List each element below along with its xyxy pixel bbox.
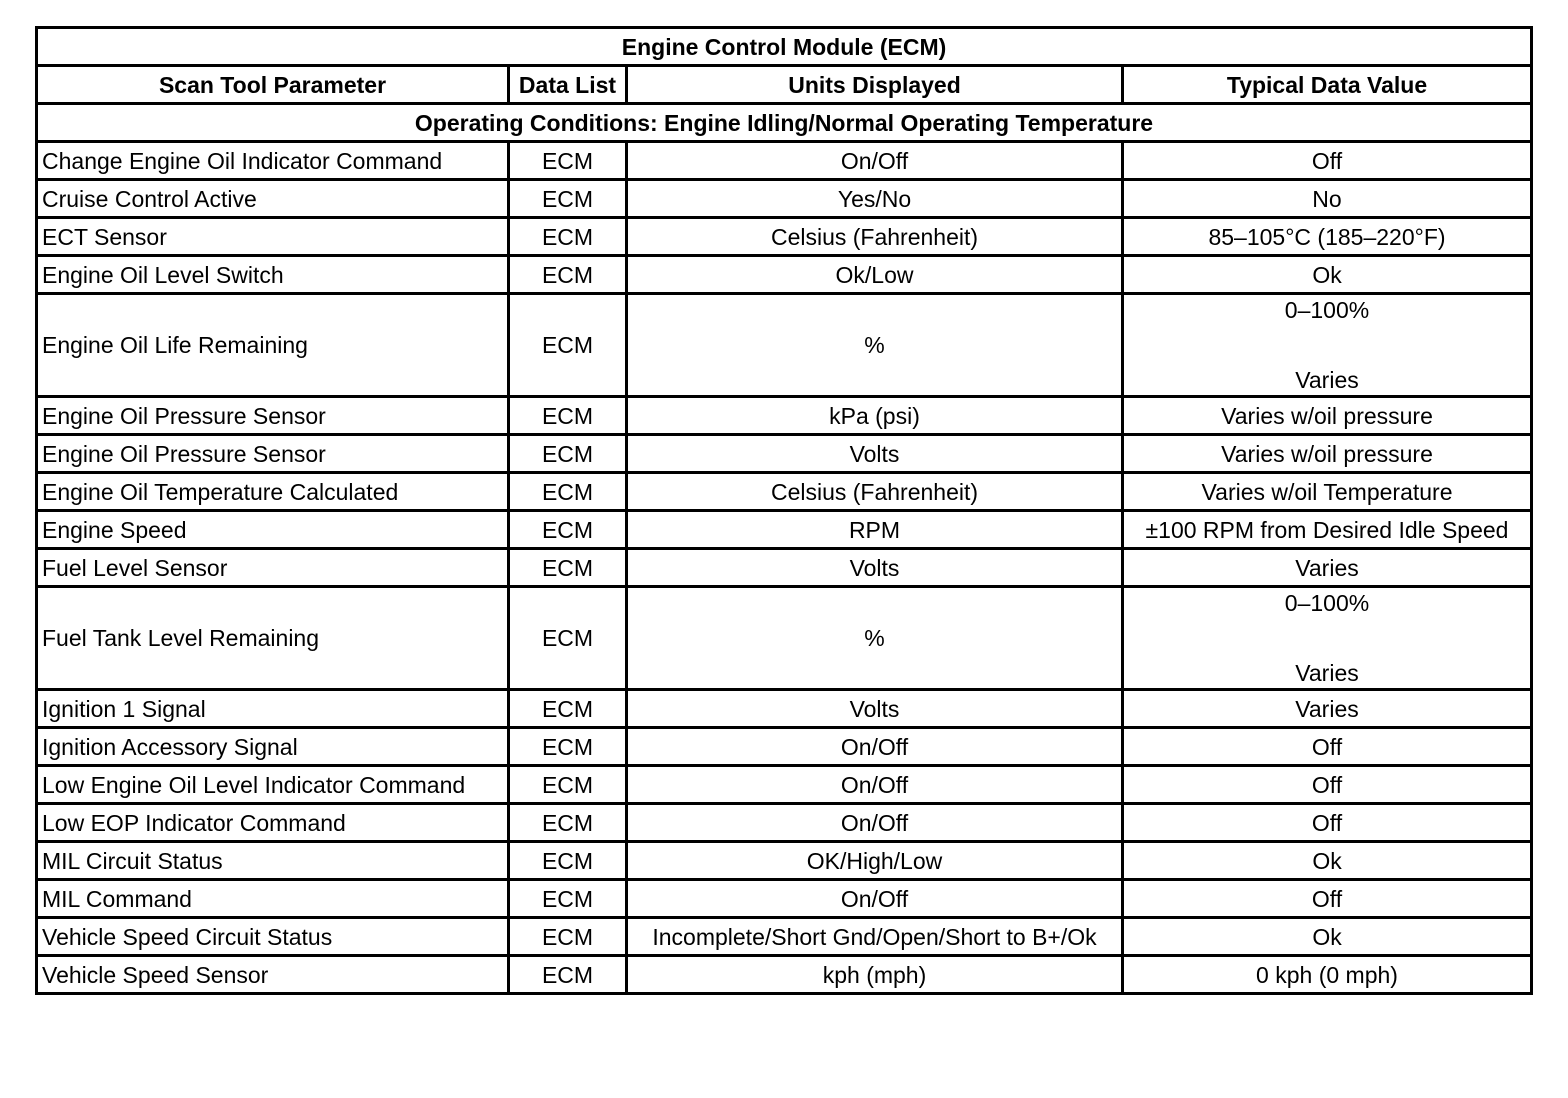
table-row [37, 397, 1532, 435]
typical-value-cell: 85–105°C (185–220°F) [1123, 218, 1532, 256]
typical-value-cell: No [1123, 180, 1532, 218]
units-cell: On/Off [627, 880, 1123, 918]
header-data-list: Data List [509, 66, 627, 104]
parameter-cell: Engine Oil Pressure Sensor [37, 435, 509, 473]
data-list-cell: ECM [509, 880, 627, 918]
units-cell: Volts [627, 690, 1123, 728]
units-cell: RPM [627, 511, 1123, 549]
typical-value-cell: ±100 RPM from Desired Idle Speed [1123, 511, 1532, 549]
table-row [37, 804, 1532, 842]
data-list-cell: ECM [509, 587, 627, 690]
units-cell: OK/High/Low [627, 842, 1123, 880]
units-cell: % [627, 587, 1123, 690]
parameter-cell: Fuel Tank Level Remaining [37, 587, 509, 690]
typical-value-cell: Varies w/oil pressure [1123, 435, 1532, 473]
data-list-cell: ECM [509, 294, 627, 397]
table-row [37, 549, 1532, 587]
typical-value-cell: Ok [1123, 918, 1532, 956]
table-row [37, 880, 1532, 918]
table-row [37, 587, 1532, 690]
typical-value-cell: Varies [1123, 690, 1532, 728]
typical-value-cell: Off [1123, 142, 1532, 180]
parameter-cell: Vehicle Speed Sensor [37, 956, 509, 994]
table-row [37, 180, 1532, 218]
typical-value-cell [1123, 294, 1532, 397]
parameter-cell: Low EOP Indicator Command [37, 804, 509, 842]
typical-value-cell: Ok [1123, 256, 1532, 294]
data-list-cell: ECM [509, 690, 627, 728]
typical-value-cell: Off [1123, 766, 1532, 804]
table-row [37, 956, 1532, 994]
table-row [37, 473, 1532, 511]
units-cell: kph (mph) [627, 956, 1123, 994]
parameter-cell: Fuel Level Sensor [37, 549, 509, 587]
parameter-cell: Engine Oil Temperature Calculated [37, 473, 509, 511]
units-cell: On/Off [627, 142, 1123, 180]
units-cell: Incomplete/Short Gnd/Open/Short to B+/Ok [627, 918, 1123, 956]
parameter-cell: Cruise Control Active [37, 180, 509, 218]
typical-value-cell: Ok [1123, 842, 1532, 880]
condition-row [37, 104, 1532, 142]
table-row [37, 766, 1532, 804]
parameter-cell: Engine Oil Life Remaining [37, 294, 509, 397]
units-cell: Volts [627, 549, 1123, 587]
data-list-cell: ECM [509, 918, 627, 956]
units-cell: % [627, 294, 1123, 397]
table-row [37, 728, 1532, 766]
units-cell: On/Off [627, 804, 1123, 842]
title-row [37, 28, 1532, 66]
units-cell: Volts [627, 435, 1123, 473]
units-cell: kPa (psi) [627, 397, 1123, 435]
data-list-cell: ECM [509, 397, 627, 435]
typical-value-range: 0–100% [1284, 297, 1370, 323]
typical-value-cell: Varies [1123, 549, 1532, 587]
typical-value-cell [1123, 587, 1532, 690]
header-row [37, 66, 1532, 104]
parameter-cell: Engine Oil Pressure Sensor [37, 397, 509, 435]
table-row [37, 511, 1532, 549]
header-typical-value: Typical Data Value [1123, 66, 1532, 104]
table-row [37, 142, 1532, 180]
table-row [37, 435, 1532, 473]
typical-value-cell: Varies w/oil Temperature [1123, 473, 1532, 511]
data-list-cell: ECM [509, 256, 627, 294]
table-body [37, 142, 1532, 994]
ecm-data-table [35, 26, 1533, 995]
data-list-cell: ECM [509, 842, 627, 880]
typical-value-cell: Varies w/oil pressure [1123, 397, 1532, 435]
table-row [37, 294, 1532, 397]
parameter-cell: Engine Speed [37, 511, 509, 549]
typical-value-note: Varies [1295, 660, 1359, 686]
data-list-cell: ECM [509, 804, 627, 842]
data-list-cell: ECM [509, 218, 627, 256]
units-cell: Ok/Low [627, 256, 1123, 294]
typical-value-range: 0–100% [1284, 590, 1370, 616]
data-list-cell: ECM [509, 956, 627, 994]
typical-value-cell: Off [1123, 728, 1532, 766]
parameter-cell: Engine Oil Level Switch [37, 256, 509, 294]
units-cell: Yes/No [627, 180, 1123, 218]
units-cell: On/Off [627, 728, 1123, 766]
table-row [37, 842, 1532, 880]
header-units: Units Displayed [627, 66, 1123, 104]
table-row [37, 918, 1532, 956]
data-list-cell: ECM [509, 473, 627, 511]
table-title: Engine Control Module (ECM) [37, 28, 1532, 66]
parameter-cell: Low Engine Oil Level Indicator Command [37, 766, 509, 804]
parameter-cell: Change Engine Oil Indicator Command [37, 142, 509, 180]
data-list-cell: ECM [509, 549, 627, 587]
table-row [37, 218, 1532, 256]
parameter-cell: Ignition Accessory Signal [37, 728, 509, 766]
parameter-cell: Vehicle Speed Circuit Status [37, 918, 509, 956]
data-list-cell: ECM [509, 728, 627, 766]
units-cell: Celsius (Fahrenheit) [627, 473, 1123, 511]
units-cell: On/Off [627, 766, 1123, 804]
typical-value-note: Varies [1295, 367, 1359, 393]
header-parameter: Scan Tool Parameter [37, 66, 509, 104]
parameter-cell: MIL Circuit Status [37, 842, 509, 880]
data-list-cell: ECM [509, 142, 627, 180]
operating-conditions: Operating Conditions: Engine Idling/Normal Operating Temperature [37, 104, 1532, 142]
table-row [37, 690, 1532, 728]
data-list-cell: ECM [509, 766, 627, 804]
table-row [37, 256, 1532, 294]
data-list-cell: ECM [509, 180, 627, 218]
parameter-cell: MIL Command [37, 880, 509, 918]
data-list-cell: ECM [509, 511, 627, 549]
typical-value-cell: 0 kph (0 mph) [1123, 956, 1532, 994]
data-list-cell: ECM [509, 435, 627, 473]
units-cell: Celsius (Fahrenheit) [627, 218, 1123, 256]
parameter-cell: ECT Sensor [37, 218, 509, 256]
parameter-cell: Ignition 1 Signal [37, 690, 509, 728]
typical-value-cell: Off [1123, 880, 1532, 918]
typical-value-cell: Off [1123, 804, 1532, 842]
